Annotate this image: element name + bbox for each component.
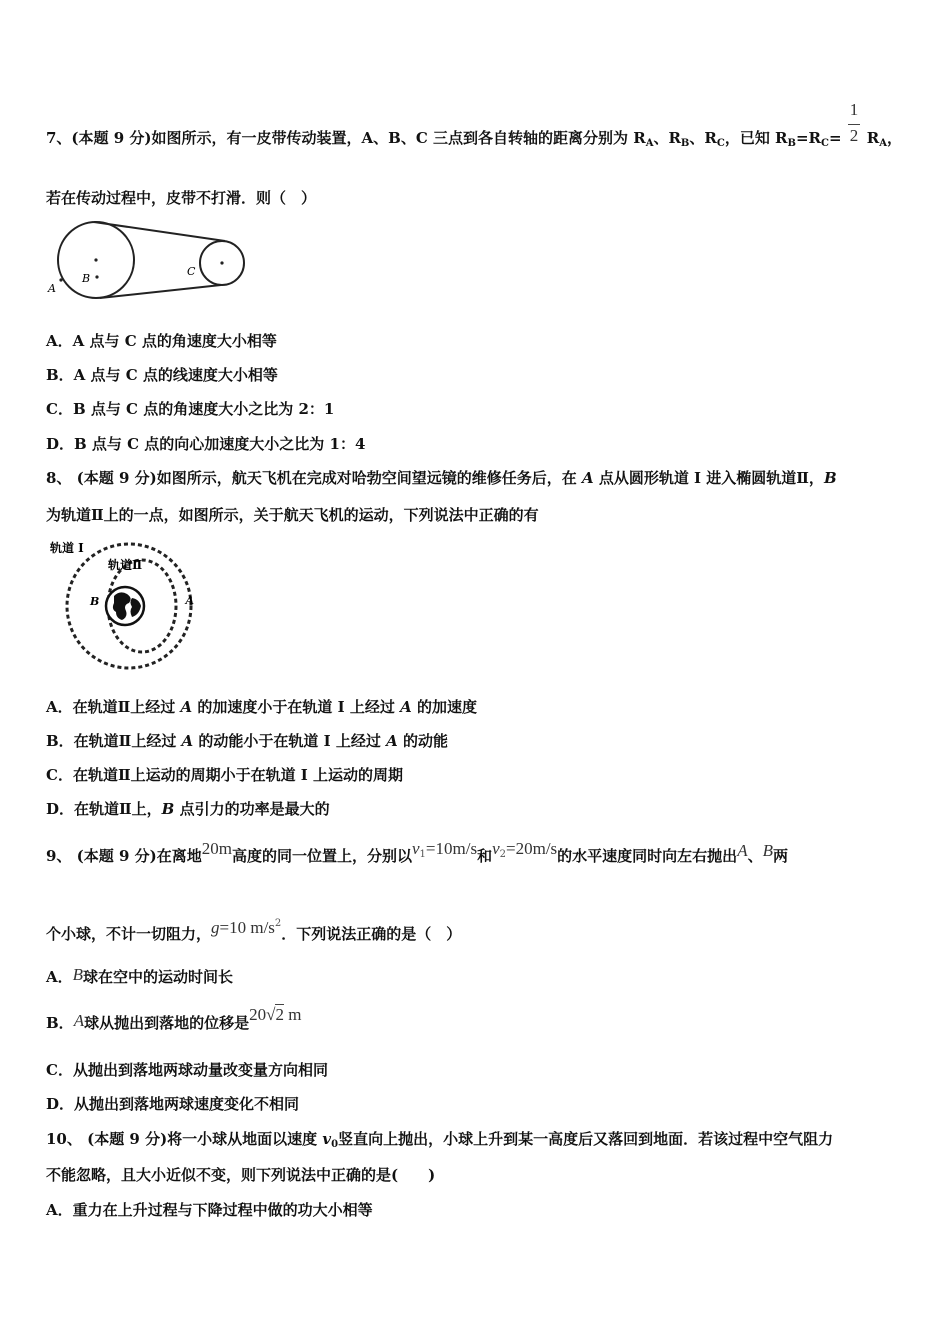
q9-option-b: B．A球从抛出到落地的位移是20√2 m [46, 1005, 302, 1032]
q7-option-c: C．B 点与 C 点的角速度大小之比为 2：1 [46, 400, 335, 418]
q9-line2: 个小球，不计一切阻力，g=10 $m/s^2$．下列说法正确的是（ ） [46, 918, 462, 943]
q8-option-d: D．在轨道Ⅱ上，B 点引力的功率是最大的 [46, 800, 330, 818]
point-b [95, 275, 98, 278]
small-wheel-axle [220, 261, 223, 264]
large-wheel-axle [94, 258, 97, 261]
orbit-1-label: 轨道 I [50, 541, 84, 555]
label-a: A [48, 282, 56, 295]
q10-line2: 不能忽略，且大小近似不变，则下列说法中正确的是( ) [46, 1166, 436, 1184]
q9-option-c: C．从抛出到落地两球动量改变量方向相同 [46, 1061, 328, 1079]
label-c: C [187, 265, 196, 278]
q7-option-a: A．A 点与 C 点的角速度大小相等 [46, 332, 277, 350]
belt-drive-figure [44, 218, 250, 302]
q9-option-d: D．从抛出到落地两球速度变化不相同 [46, 1095, 300, 1113]
q8-option-b: B．在轨道Ⅱ上经过 A 的动能小于在轨道 I 上经过 A 的动能 [46, 732, 448, 750]
q7-option-d: D．B 点与 C 点的向心加速度大小之比为 1：4 [46, 435, 366, 453]
label-b: B [90, 595, 100, 608]
q7-fraction-numerator: 1 [849, 100, 859, 119]
q7-fraction-denominator: 2 [849, 126, 859, 145]
q10-option-a: A．重力在上升过程与下降过程中做的功大小相等 [46, 1201, 373, 1219]
q8-option-a: A．在轨道Ⅱ上经过 A 的加速度小于在轨道 I 上经过 A 的加速度 [46, 698, 477, 716]
q7-option-b: B．A 点与 C 点的线速度大小相等 [46, 366, 278, 384]
q7-line2: 若在传动过程中，皮带不打滑．则（ ） [46, 189, 317, 207]
belt-top [94, 222, 225, 241]
q7-fraction-bar [848, 124, 860, 125]
orbit-2-label: 轨道Ⅱ [108, 558, 143, 572]
q9-option-a: A．B球在空中的运动时间长 [46, 965, 234, 986]
point-a [59, 278, 62, 281]
q9-line1: 9、 (本题 9 分)在离地20m高度的同一位置上，分别以$v_1=10m/s$和$v_2=20m/s$的水平速度同时向左右抛出A、B两 [46, 839, 788, 865]
q8-option-c: C．在轨道Ⅱ上运动的周期小于在轨道 I 上运动的周期 [46, 766, 404, 784]
sqrt-sign: √ [266, 1005, 276, 1024]
q7-line1: 7、(本题 9 分)如图所示，有一皮带传动装置，A、B、C 三点到各自转轴的距离分别为 $R_A$、$R_B$、$R_C$，已知 $R_B=R_C= R_A$， [46, 129, 903, 149]
q8-line2: 为轨道Ⅱ上的一点，如图所示，关于航天飞机的运动，下列说法中正确的有 [46, 506, 539, 524]
q10-line1: 10、 (本题 9 分)将一小球从地面以速度 $v_0$竖直向上抛出，小球上升到某一高度后又落回到地面．若该过程中空气阻力 [46, 1130, 834, 1150]
label-a: A [185, 594, 194, 607]
label-b: B [82, 272, 91, 285]
q8-line1: 8、 (本题 9 分)如图所示，航天飞机在完成对哈勃空间望远镜的维修任务后，在 A 点从圆形轨道 I 进入椭圆轨道Ⅱ，B [46, 469, 837, 487]
orbit-figure [44, 538, 194, 674]
